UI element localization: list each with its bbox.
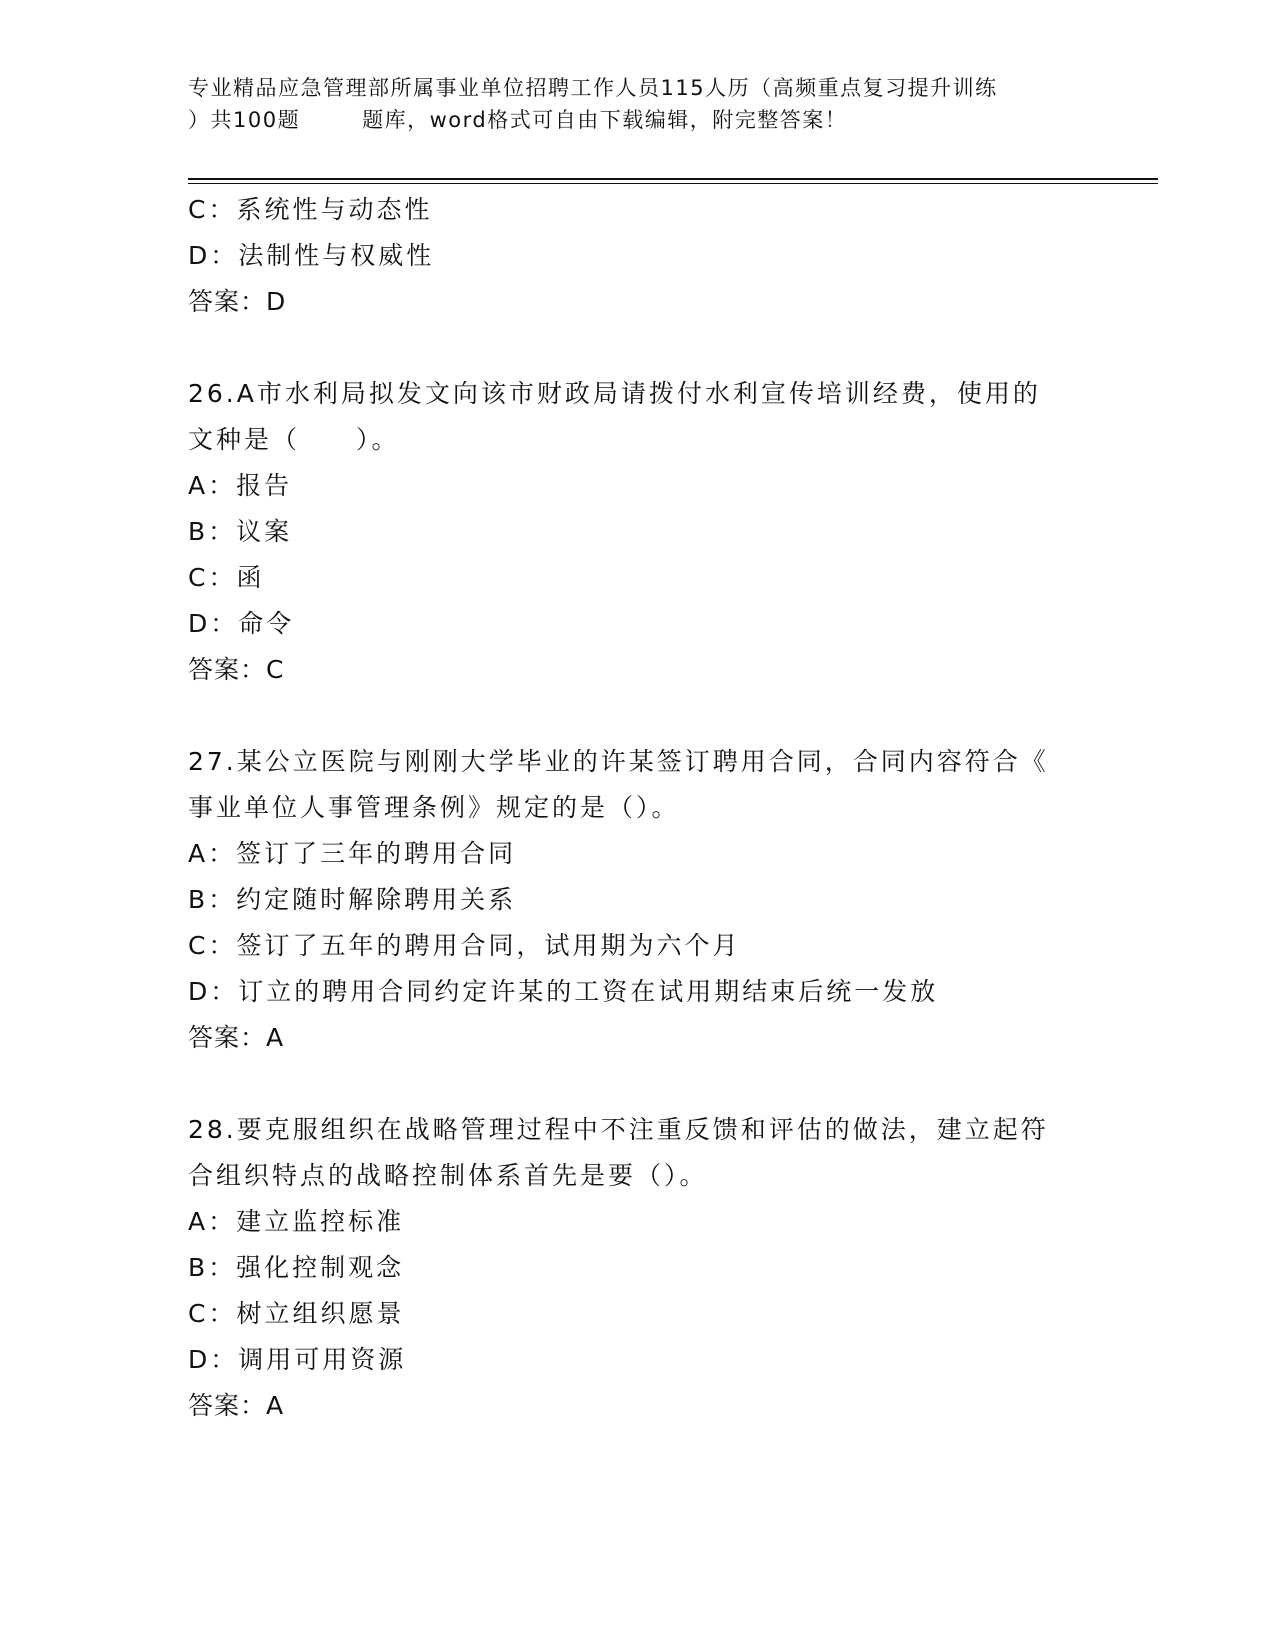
option-b: B：约定随时解除聘用关系 [188,885,517,914]
answer-line: 答案：C [188,655,285,684]
option-d: D：订立的聘用合同约定许某的工资在试用期结束后统一发放 [188,977,939,1006]
option-b: B：强化控制观念 [188,1253,405,1282]
question-27 [188,739,1088,1061]
option-d: D：命令 [188,609,295,638]
answer-line: 答案：A [188,1023,285,1052]
option-b: B：议案 [188,517,293,546]
option-c: C：系统性与动态性 [188,195,433,224]
option-a: A：建立监控标准 [188,1207,405,1236]
document-body [188,187,1088,1429]
question-28 [188,1107,1088,1429]
option-c: C：函 [188,563,265,592]
carryover-question [188,187,1088,325]
header-divider-thick [188,178,1158,180]
question-26 [188,371,1088,693]
header-line-2-part-a: ）共100题 [188,108,301,132]
header-line-2 [188,104,1088,136]
question-text-line-1: 26.A市水利局拟发文向该市财政局请拨付水利宣传培训经费，使用的 [188,379,1041,408]
header-divider-thin [188,183,1158,184]
question-text-line-2: 合组织特点的战略控制体系首先是要（）。 [188,1161,708,1190]
question-text-line-2: 事业单位人事管理条例》规定的是（）。 [188,793,680,822]
option-a: A：报告 [188,471,293,500]
option-d: D：法制性与权威性 [188,241,435,270]
option-d: D：调用可用资源 [188,1345,407,1374]
option-c: C：签订了五年的聘用合同，试用期为六个月 [188,931,741,960]
option-a: A：签订了三年的聘用合同 [188,839,517,868]
question-text-line-2: 文种是（ ）。 [188,425,400,454]
option-c: C：树立组织愿景 [188,1299,405,1328]
answer-line: 答案：A [188,1391,285,1420]
question-text-line-1: 27.某公立医院与刚刚大学毕业的许某签订聘用合同，合同内容符合《 [188,747,1049,776]
header-line-2-part-b: 题库，word格式可自由下载编辑，附完整答案！ [362,108,848,132]
answer-line: 答案：D [188,287,287,316]
header-line-1: 专业精品应急管理部所属事业单位招聘工作人员115人历（高频重点复习提升训练 [188,76,998,100]
question-text-line-1: 28.要克服组织在战略管理过程中不注重反馈和评估的做法，建立起符 [188,1115,1049,1144]
document-header [188,72,1088,136]
